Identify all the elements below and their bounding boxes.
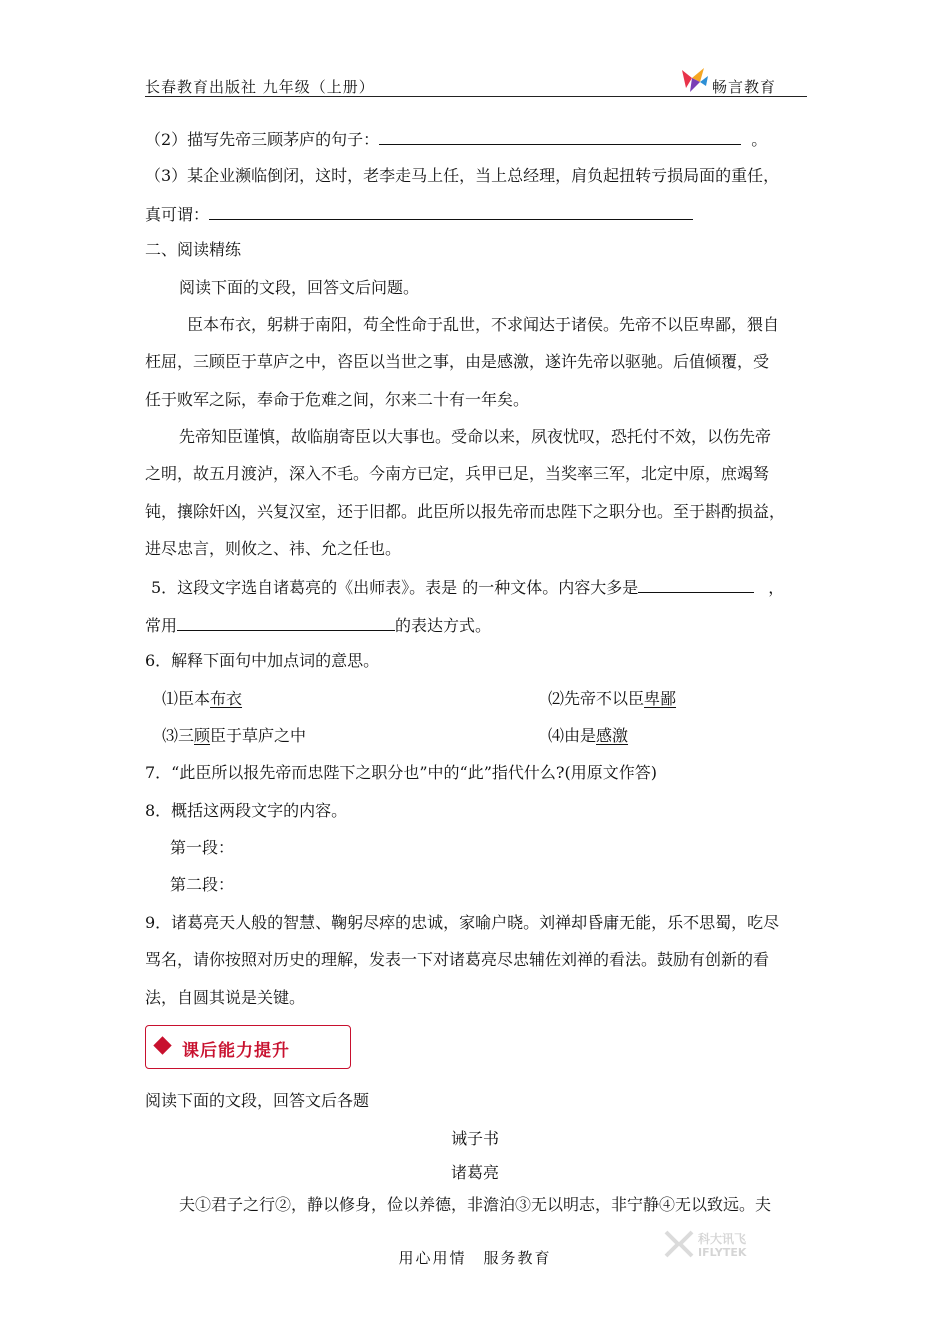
answer-blank[interactable] [379,128,741,145]
passage-3-line-1: 夫①君子之行②，静以修身，俭以养德，非澹泊③无以明志，非宁静④无以致远。夫 [179,1195,772,1214]
changyan-logo-icon [678,64,712,94]
question-5-line-1 [151,576,784,598]
diamond-icon [153,1036,171,1054]
answer-blank[interactable] [638,576,754,593]
item-text: ⑷由是 [548,726,597,745]
passage-2-line-3: 钝，攘除奸凶，兴复汉室，还于旧都。此臣所以报先帝而忠陛下之职分也。至于斟酌损益， [145,502,786,521]
question-5-text-3: 的表达方式。 [395,616,492,635]
question-3-line-2 [145,203,693,225]
question-2-end: 。 [751,130,768,149]
header-publisher: 长春教育出版社 九年级（上册） [145,78,375,96]
passage-2-line-4: 进尽忠言，则攸之、祎、允之任也。 [145,539,402,558]
dotted-word: 布衣 [210,689,243,708]
question-3-text: 真可谓： [145,205,210,224]
question-9-line-3: 法，自圆其说是关键。 [145,988,306,1007]
footer-slogan: 用心用情 服务教育 [398,1249,552,1267]
item-text: ⑶三 [162,726,195,745]
item-text: ⑴臣本 [162,689,211,708]
header-brand: 畅言教育 [712,78,777,96]
watermark-text-en: IFLYTEK [698,1246,747,1259]
passage-2-line-2: 之明，故五月渡泸，深入不毛。今南方已定，兵甲已足，当奖率三军，北定中原，庶竭驽 [145,464,770,483]
item-text: 臣于草庐之中 [210,726,307,745]
reading-intro-2: 阅读下面的文段，回答文后各题 [145,1091,370,1110]
dotted-word: 顾 [194,726,211,745]
question-6-item-1 [162,689,242,709]
essay-title: 诫子书 [450,1129,499,1148]
passage-1-line-1: 臣本布衣，躬耕于南阳，苟全性命于乱世，不求闻达于诸侯。先帝不以臣卑鄙，猥自 [187,315,780,334]
dotted-word: 卑鄙 [644,689,677,708]
passage-1-line-2: 枉屈，三顾臣于草庐之中，咨臣以当世之事，由是感激，遂许先帝以驱驰。后值倾覆，受 [145,352,770,371]
answer-blank[interactable] [209,203,693,220]
question-5-text-2: 常用 [145,616,178,635]
question-8: 8．概括这两段文字的内容。 [145,801,348,820]
question-6: 6．解释下面句中加点词的意思。 [145,651,380,670]
section-heading: 二、阅读精练 [145,240,242,259]
section-badge [145,1025,351,1069]
question-5-comma: ， [768,578,785,597]
header-rule [145,96,807,97]
question-8-part-1: 第一段： [170,838,235,857]
reading-intro: 阅读下面的文段，回答文后问题。 [179,278,420,297]
iflytek-watermark [664,1228,774,1264]
question-9-line-2: 骂名，请你按照对历史的理解，发表一下对诸葛亮尽忠辅佐刘禅的看法。鼓励有创新的看 [145,950,770,969]
badge-label: 课后能力提升 [182,1041,290,1061]
passage-2-line-1: 先帝知臣谨慎，故临崩寄臣以大事也。受命以来，夙夜忧叹，恐托付不效，以伤先帝 [179,427,772,446]
item-text: ⑵先帝不以臣 [548,689,645,708]
question-8-part-2: 第二段： [170,875,235,894]
question-5-line-2 [145,614,491,636]
question-6-item-2 [548,689,676,709]
question-9-line-1: 9．诸葛亮天人般的智慧、鞠躬尽瘁的忠诚，家喻户晓。刘禅却昏庸无能，乐不思蜀，吃尽 [145,913,780,932]
question-5-text: 5．这段文字选自诸葛亮的《出师表》。表是 的一种文体。内容大多是 [151,578,639,597]
question-6-item-4 [548,726,628,746]
answer-blank[interactable] [177,614,395,631]
essay-author: 诸葛亮 [450,1163,499,1182]
question-6-item-3 [162,726,306,746]
question-3-line-1: （3）某企业濒临倒闭，这时，老李走马上任，当上总经理，肩负起扭转亏损局面的重任， [145,166,780,185]
question-7: 7．“此臣所以报先帝而忠陛下之职分也”中的“此”指代什么?(用原文作答) [145,763,657,782]
watermark-text-cn: 科大讯飞 [698,1232,747,1246]
question-2-text: （2）描写先帝三顾茅庐的句子： [145,130,380,149]
iflytek-logo-icon [664,1228,694,1260]
dotted-word: 感激 [596,726,629,745]
passage-1-line-3: 任于败军之际，奉命于危难之间，尔来二十有一年矣。 [145,390,530,409]
question-2-line [145,128,767,150]
